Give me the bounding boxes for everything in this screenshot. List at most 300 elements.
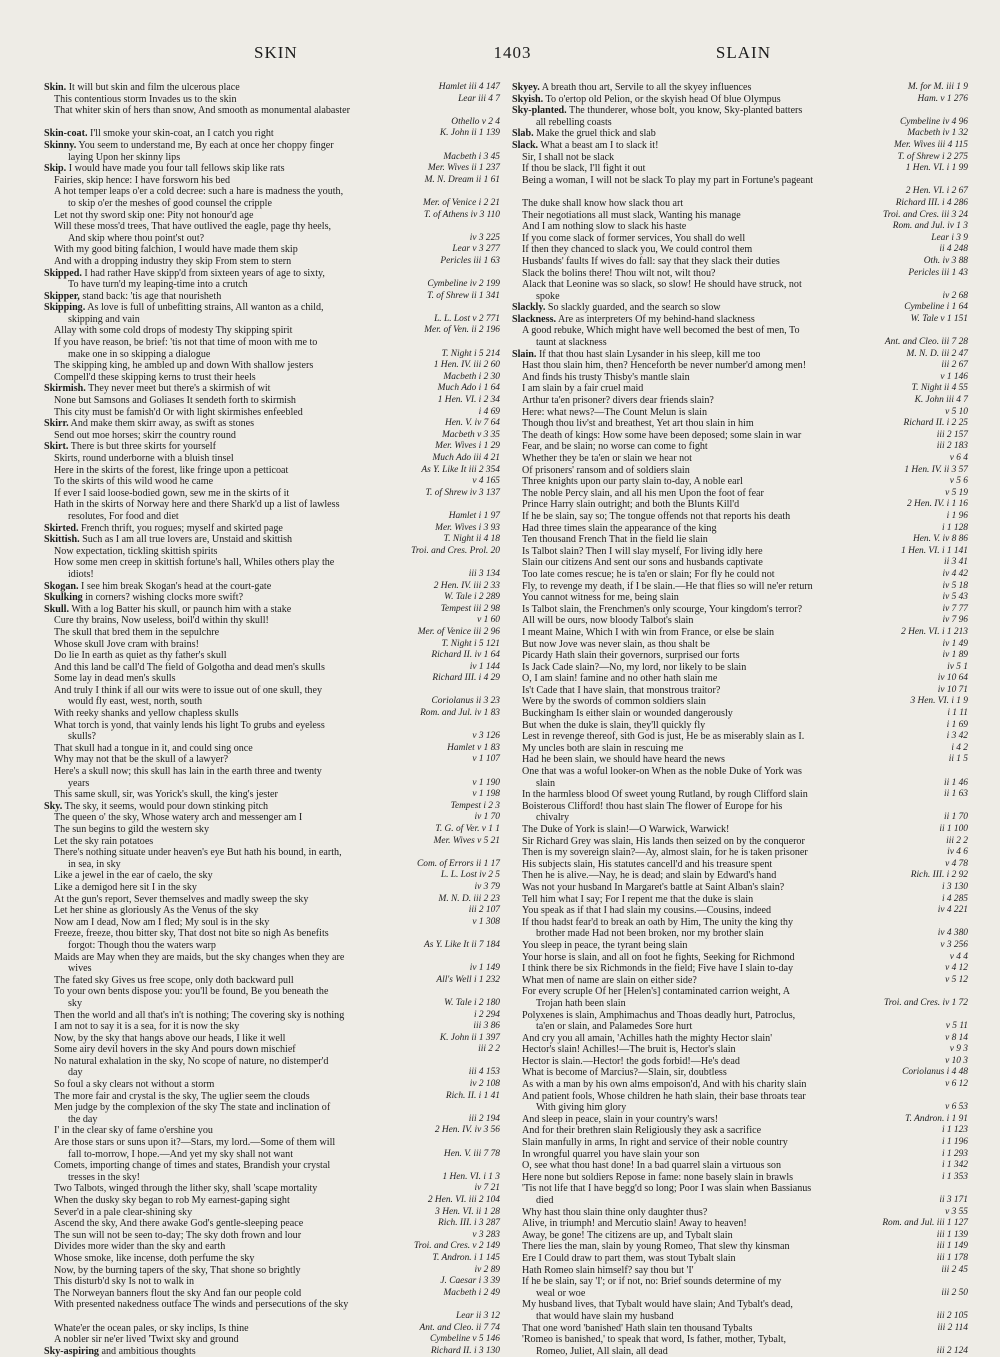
entry-line bbox=[44, 604, 500, 616]
play-reference: Rich. III. i 2 92 bbox=[907, 870, 968, 882]
play-reference: i 4 285 bbox=[938, 894, 968, 906]
quotation-text bbox=[44, 186, 500, 198]
play-reference: v 1 190 bbox=[468, 778, 500, 790]
entry-line bbox=[512, 314, 968, 326]
play-reference: All's Well i 1 232 bbox=[432, 975, 500, 987]
play-reference: Hamlet v 1 83 bbox=[443, 743, 500, 755]
quotation: Now, by the burning tapers of the sky, That shone so brightly bbox=[54, 1264, 301, 1276]
quotation: And make them skirr away, as swift as stones bbox=[68, 418, 255, 430]
quotation: The sun begins to gild the western sky bbox=[54, 824, 210, 835]
quotation-text bbox=[512, 1079, 968, 1091]
entry-line bbox=[512, 673, 968, 685]
quotation: Will these moss'd trees, That have outlived the eagle, page thy heels, bbox=[54, 221, 332, 233]
entry-line bbox=[44, 917, 500, 929]
play-reference: ii 1 46 bbox=[940, 778, 968, 790]
entry-line bbox=[512, 233, 968, 245]
quotation: A nobler sir ne'er lived 'Twixt sky and ground bbox=[54, 1334, 239, 1346]
quotation: Make the gruel thick and slab bbox=[533, 128, 656, 140]
quotation-text bbox=[44, 998, 500, 1010]
quotation: Trojan hath been slain bbox=[536, 997, 626, 1009]
quotation: My uncles both are slain in rescuing me bbox=[522, 742, 684, 754]
entry-line bbox=[44, 1010, 500, 1022]
play-reference: iv 5 1 bbox=[943, 662, 968, 674]
entry-line bbox=[44, 569, 500, 581]
quotation-text bbox=[44, 917, 500, 929]
entry-line bbox=[44, 940, 500, 952]
quotation: Comets, importing change of times and states, Brandish your crystal bbox=[54, 1160, 331, 1172]
play-reference: iv 2 108 bbox=[466, 1079, 500, 1091]
quotation: You speak as if that I had slain my cousins.—Cousins, indeed bbox=[522, 905, 772, 917]
quotation: The sky, it seems, would pour down stinking pitch bbox=[62, 800, 269, 812]
quotation: To the skirts of this wild wood he came bbox=[54, 476, 214, 488]
quotation-text bbox=[44, 128, 500, 140]
play-reference: Rom. and Jul. iv 1 83 bbox=[416, 708, 500, 720]
entry-line bbox=[44, 720, 500, 732]
entry-line bbox=[512, 476, 968, 488]
quotation-text bbox=[512, 1311, 968, 1323]
entry-line bbox=[512, 198, 968, 210]
play-reference: Much Ado iii 4 21 bbox=[428, 453, 500, 465]
quotation-text bbox=[512, 1114, 968, 1126]
quotation: None but Samsons and Goliases It sendeth forth to skirmish bbox=[54, 395, 296, 407]
quotation-text bbox=[44, 1056, 500, 1068]
play-reference: 1 Hen. VI. i 1 3 bbox=[438, 1172, 500, 1184]
play-reference: iv 3 225 bbox=[466, 233, 500, 245]
quotation-text bbox=[512, 1091, 968, 1103]
play-reference: Cymbeline iv 2 199 bbox=[423, 279, 500, 291]
entry-line bbox=[512, 94, 968, 106]
quotation: I am not to say it is a sea, for it is now the sky bbox=[54, 1021, 240, 1033]
entry-line bbox=[44, 731, 500, 743]
entry-line bbox=[512, 534, 968, 546]
quotation-text bbox=[44, 383, 500, 395]
entry-line bbox=[44, 325, 500, 337]
quotation: I'll smoke your skin-coat, an I catch you right bbox=[87, 128, 274, 140]
entry-line bbox=[44, 372, 500, 384]
quotation: Here: what news?—The Count Melun is slain bbox=[522, 406, 708, 418]
play-reference: Hen. V. iv 7 64 bbox=[441, 418, 500, 430]
entry-line bbox=[512, 499, 968, 511]
play-reference: T. Night i 5 214 bbox=[438, 349, 500, 361]
entry-line bbox=[512, 221, 968, 233]
entry-line bbox=[512, 302, 968, 314]
entry-line bbox=[512, 1010, 968, 1022]
play-reference: As Y. Like It ii 7 184 bbox=[420, 940, 500, 952]
entry-line bbox=[512, 1160, 968, 1172]
play-reference: J. Caesar i 3 39 bbox=[436, 1276, 500, 1288]
quotation: O, I am slain! famine and no other hath slain me bbox=[522, 673, 718, 685]
entry-line bbox=[44, 488, 500, 500]
entry-line bbox=[44, 1253, 500, 1265]
entry-line bbox=[512, 523, 968, 535]
quotation-text bbox=[44, 407, 500, 419]
quotation-text bbox=[512, 1102, 968, 1114]
entry-line bbox=[512, 1114, 968, 1126]
entry-line bbox=[512, 360, 968, 372]
entry-line bbox=[512, 766, 968, 778]
headword: Sky. bbox=[44, 800, 63, 812]
quotation: in corners? wishing clocks more swift? bbox=[82, 592, 244, 604]
play-reference: i 1 69 bbox=[943, 720, 968, 732]
quotation: Now, by the sky that hangs above our heads, I like it well bbox=[54, 1032, 286, 1044]
play-reference: v 5 11 bbox=[942, 1021, 968, 1033]
quotation-text bbox=[44, 882, 500, 894]
play-reference: ii 4 248 bbox=[935, 244, 968, 256]
entry-line bbox=[512, 337, 968, 349]
quotation-text bbox=[44, 337, 500, 349]
quotation-text bbox=[44, 1265, 500, 1277]
entry-line bbox=[44, 986, 500, 998]
quotation: This disturb'd sky Is not to walk in bbox=[54, 1276, 195, 1288]
quotation: skulls? bbox=[68, 731, 97, 743]
play-reference: T. Night ii 4 18 bbox=[440, 534, 500, 546]
play-reference: 3 Hen. VI. i 1 9 bbox=[906, 696, 968, 708]
play-reference: iv 10 64 bbox=[934, 673, 968, 685]
entry-line bbox=[44, 337, 500, 349]
quotation: The Norweyan banners flout the sky And fan our people cold bbox=[54, 1287, 302, 1299]
play-reference: Ham. v 1 276 bbox=[913, 94, 968, 106]
quotation-text bbox=[512, 928, 968, 940]
quotation: Buckingham Is either slain or wounded dangerously bbox=[522, 708, 733, 720]
entry-line bbox=[512, 778, 968, 790]
quotation: Prince Harry slain outright; and both the Blunts Kill'd bbox=[522, 499, 740, 511]
play-reference: v 4 12 bbox=[941, 963, 968, 975]
entry-line bbox=[44, 581, 500, 593]
quotation: Whether they be ta'en or slain we hear not bbox=[522, 453, 692, 464]
play-reference: Hamlet i 1 97 bbox=[445, 511, 500, 523]
quotation-text bbox=[44, 349, 500, 361]
play-reference: W. Tale v 1 151 bbox=[907, 314, 968, 326]
play-reference: v 1 146 bbox=[936, 372, 968, 384]
quotation-text bbox=[512, 650, 968, 662]
play-reference: Mer. Wives v 5 21 bbox=[430, 836, 500, 848]
play-reference: Tempest i 2 3 bbox=[447, 801, 500, 813]
quotation: Sir Richard Grey was slain, His lands then seized on by the conqueror bbox=[522, 835, 805, 847]
quotation-text bbox=[44, 1044, 500, 1056]
quotation: O, see what thou hast done! In a bad quarrel slain a virtuous son bbox=[522, 1160, 782, 1172]
play-reference: M. N. D. iii 2 23 bbox=[435, 894, 500, 906]
quotation-text bbox=[512, 511, 968, 523]
quotation-text bbox=[512, 720, 968, 732]
entry-line bbox=[44, 615, 500, 627]
quotation: Sir, I shall not be slack bbox=[522, 151, 615, 163]
quotation: Is Talbot slain? Then I will slay myself, For living idly here bbox=[522, 545, 763, 557]
play-reference: iii 2 2 bbox=[942, 836, 968, 848]
quotation: But when the duke is slain, they'll quickly fly bbox=[522, 719, 706, 731]
quotation-text bbox=[44, 430, 500, 442]
quotation: I am slain by a fair cruel maid bbox=[522, 383, 644, 395]
play-reference: iii 3 86 bbox=[469, 1021, 500, 1033]
quotation: Fear, and be slain; no worse can come to fight bbox=[522, 441, 708, 453]
quotation: With a log Batter his skull, or paunch him with a stake bbox=[68, 603, 292, 615]
headword: Skip. bbox=[44, 163, 67, 175]
headword: Skull. bbox=[44, 603, 69, 615]
quotation: Hast thou slain him, then? Henceforth be never number'd among men! bbox=[522, 360, 807, 372]
entry-line bbox=[44, 928, 500, 940]
quotation-text bbox=[512, 673, 968, 685]
entry-line bbox=[512, 708, 968, 720]
play-reference: Troi. and Cres. iii 3 24 bbox=[879, 210, 968, 222]
quotation-text bbox=[512, 963, 968, 975]
quotation-text bbox=[512, 685, 968, 697]
play-reference: iv 1 70 bbox=[470, 812, 500, 824]
play-reference: 1 Hen. VI. i 1 141 bbox=[897, 546, 968, 558]
quotation: But now Jove was never slain, as thou shalt be bbox=[522, 638, 710, 650]
quotation: Men judge by the complexion of the sky The state and inclination of bbox=[54, 1102, 331, 1114]
play-reference: iii 2 67 bbox=[937, 360, 968, 372]
quotation: would fly east, west, north, south bbox=[68, 696, 203, 708]
quotation: Ten thousand French That in the field lie slain bbox=[522, 534, 708, 546]
quotation: Fairies, skip hence: I have forsworn his bed bbox=[54, 174, 231, 186]
entry-line bbox=[44, 859, 500, 871]
play-reference: v 1 308 bbox=[468, 917, 500, 929]
quotation-text bbox=[512, 383, 968, 395]
play-reference: iv 10 71 bbox=[934, 685, 968, 697]
entry-line bbox=[44, 1044, 500, 1056]
entry-line bbox=[44, 592, 500, 604]
quotation-text bbox=[44, 592, 500, 604]
play-reference: W. Tale i 2 180 bbox=[440, 998, 500, 1010]
quotation: Skirts, round underborne with a bluish tinsel bbox=[54, 453, 234, 464]
quotation-text bbox=[44, 499, 500, 511]
entry-line bbox=[512, 569, 968, 581]
play-reference: v 9 3 bbox=[946, 1044, 968, 1056]
quotation: All will be ours, now bloody Talbot's slain bbox=[522, 615, 694, 627]
entry-line bbox=[512, 662, 968, 674]
entry-line bbox=[512, 105, 968, 117]
quotation: If then they chanced to slack you, We could control them bbox=[522, 244, 753, 256]
entry-line bbox=[44, 279, 500, 291]
quotation-text bbox=[44, 1102, 500, 1114]
play-reference: iii 2 45 bbox=[937, 1265, 968, 1277]
play-reference: i 1 293 bbox=[938, 1149, 968, 1161]
play-reference: Lear ii 3 12 bbox=[452, 1311, 500, 1323]
play-reference: Rom. and Jul. iv 1 3 bbox=[889, 221, 968, 233]
play-reference: Mer. Wives ii 1 237 bbox=[424, 163, 500, 175]
play-reference: v 5 19 bbox=[941, 488, 968, 500]
play-reference: 2 Hen. VI. i 1 213 bbox=[897, 627, 968, 639]
entry-line bbox=[512, 418, 968, 430]
quotation: Compell'd these skipping kerns to trust their heels bbox=[54, 371, 256, 383]
entry-line bbox=[44, 1079, 500, 1091]
quotation: Why hast thou slain thine only daughter thus? bbox=[522, 1206, 708, 1218]
play-reference: Pericles iii 1 43 bbox=[904, 268, 968, 280]
quotation: Then he is alive.—Nay, he is dead; and slain by Edward's hand bbox=[522, 870, 777, 882]
quotation: Romeo, Juliet, All slain, all dead bbox=[536, 1345, 668, 1357]
entry-line bbox=[44, 82, 500, 94]
quotation: So slackly guarded, and the search so slow bbox=[545, 302, 721, 314]
entry-line bbox=[512, 488, 968, 500]
quotation-text bbox=[44, 905, 500, 917]
headword: Skipping. bbox=[44, 302, 86, 314]
entry-line bbox=[44, 1160, 500, 1172]
play-reference: iii 2 194 bbox=[465, 1114, 500, 1126]
quotation-text bbox=[512, 244, 968, 256]
quotation: Alack that Leonine was so slack, so slow! He should have struck, not bbox=[522, 279, 802, 291]
play-reference: iii 2 124 bbox=[933, 1346, 968, 1357]
play-reference: iv 2 68 bbox=[938, 291, 968, 303]
quotation-text bbox=[512, 534, 968, 546]
quotation-text bbox=[44, 870, 500, 882]
entry-line bbox=[44, 905, 500, 917]
quotation: Of prisoners' ransom and of soldiers slain bbox=[522, 464, 690, 476]
play-reference: iv 4 221 bbox=[934, 905, 968, 917]
entry-line bbox=[44, 1125, 500, 1137]
quotation-text bbox=[512, 986, 968, 998]
entry-line bbox=[44, 534, 500, 546]
play-reference: Macbeth i 2 30 bbox=[440, 372, 501, 384]
quotation: His subjects slain, His statutes cancell'd and his treasure spent bbox=[522, 858, 773, 870]
headword: Sky-aspiring bbox=[44, 1345, 99, 1357]
quotation: idiots! bbox=[68, 568, 94, 580]
entry-line bbox=[44, 117, 500, 129]
entry-line bbox=[512, 279, 968, 291]
quotation: skipping and vain bbox=[68, 313, 140, 325]
quotation-text bbox=[44, 1033, 500, 1045]
entry-line bbox=[512, 928, 968, 940]
play-reference: iv 4 42 bbox=[938, 569, 968, 581]
play-reference: iii 1 178 bbox=[933, 1253, 968, 1265]
play-reference: L. L. Lost v 2 771 bbox=[430, 314, 500, 326]
entry-line bbox=[44, 650, 500, 662]
entry-line bbox=[512, 650, 968, 662]
entry-line bbox=[512, 1125, 968, 1137]
quotation-text bbox=[512, 778, 968, 790]
quotation-text bbox=[44, 221, 500, 233]
quotation-text bbox=[512, 731, 968, 743]
headword: Skin. bbox=[44, 82, 67, 93]
quotation: And I am nothing slow to slack his haste bbox=[522, 221, 687, 233]
entry-line bbox=[512, 140, 968, 152]
quotation-text bbox=[44, 720, 500, 732]
quotation: years bbox=[68, 777, 90, 789]
quotation-text bbox=[44, 395, 500, 407]
quotation: With reeky shanks and yellow chapless skulls bbox=[54, 708, 239, 720]
quotation-text bbox=[512, 569, 968, 581]
play-reference: Richard II. i 3 130 bbox=[427, 1346, 500, 1357]
quotation: day bbox=[68, 1067, 83, 1079]
entry-line bbox=[44, 847, 500, 859]
entry-line bbox=[44, 627, 500, 639]
play-reference: i 4 2 bbox=[947, 743, 968, 755]
quotation: With my good biting falchion, I would have made them skip bbox=[54, 244, 298, 256]
quotation-text bbox=[44, 105, 500, 117]
entry-line bbox=[44, 766, 500, 778]
entry-line bbox=[512, 175, 968, 187]
quotation: They never meet but there's a skirmish of wit bbox=[85, 383, 271, 395]
quotation-text bbox=[44, 731, 500, 743]
entry-line bbox=[512, 801, 968, 813]
quotation-text bbox=[512, 662, 968, 674]
headword: Skyey. bbox=[512, 82, 540, 93]
quotation: How some men creep in skittish fortune's hall, Whiles others play the bbox=[54, 557, 335, 569]
quotation-text bbox=[512, 615, 968, 627]
play-reference: v 5 10 bbox=[941, 407, 968, 419]
quotation: So foul a sky clears not without a storm bbox=[54, 1079, 215, 1091]
quotation: Too late comes rescue; he is ta'en or slain; For fly he could not bbox=[522, 568, 775, 580]
play-reference: Tempest iii 2 98 bbox=[437, 604, 500, 616]
quotation: What is become of Marcius?—Slain, sir, doubtless bbox=[522, 1067, 727, 1079]
quotation: That skull had a tongue in it, and could sing once bbox=[54, 742, 253, 754]
quotation: Away, be gone! The citizens are up, and Tybalt slain bbox=[522, 1229, 733, 1241]
quotation: fall to-morrow, I hope.—And yet my sky shall not want bbox=[68, 1148, 294, 1160]
play-reference: i 1 96 bbox=[943, 511, 968, 523]
quotation-text bbox=[512, 1137, 968, 1149]
entry-line bbox=[512, 186, 968, 198]
quotation: The skull that bred them in the sepulchre bbox=[54, 626, 220, 638]
header-right-headword: SLAIN bbox=[715, 43, 771, 62]
quotation-text bbox=[44, 233, 500, 245]
play-reference: Macbeth i 2 49 bbox=[440, 1288, 501, 1300]
entry-line bbox=[44, 523, 500, 535]
entry-line bbox=[44, 557, 500, 569]
quotation-text bbox=[512, 1241, 968, 1253]
entry-line bbox=[44, 685, 500, 697]
quotation: taunt at slackness bbox=[536, 337, 607, 349]
entry-line bbox=[512, 882, 968, 894]
entry-line bbox=[512, 82, 968, 94]
entry-line bbox=[44, 1311, 500, 1323]
entry-line bbox=[44, 963, 500, 975]
headword: Skinny. bbox=[44, 139, 77, 151]
quotation-text bbox=[512, 499, 968, 511]
quotation-text bbox=[44, 615, 500, 627]
entry-line bbox=[512, 627, 968, 639]
quotation: What a beast am I to slack it! bbox=[538, 139, 659, 151]
quotation-text bbox=[512, 1021, 968, 1033]
quotation: Fly, to revenge my death, if I be slain.—He that flies so will ne'er return bbox=[522, 580, 813, 592]
quotation: What men of name are slain on either side? bbox=[522, 974, 697, 986]
headword: Skipper, bbox=[44, 290, 80, 302]
play-reference: Coriolanus ii 3 23 bbox=[428, 696, 501, 708]
quotation: Sever'd in a pale clear-shining sky bbox=[54, 1206, 193, 1218]
quotation-text bbox=[44, 569, 500, 581]
entry-line bbox=[512, 615, 968, 627]
quotation-text bbox=[512, 1033, 968, 1045]
entry-line bbox=[512, 1102, 968, 1114]
play-reference: iii 2 105 bbox=[933, 1311, 968, 1323]
play-reference: Richard II. i 2 25 bbox=[900, 418, 969, 430]
quotation-text bbox=[44, 534, 500, 546]
quotation-text bbox=[512, 1276, 968, 1288]
play-reference: Com. of Errors ii 1 17 bbox=[413, 859, 500, 871]
quotation-text bbox=[44, 1183, 500, 1195]
entry-line bbox=[512, 256, 968, 268]
entry-line bbox=[44, 1033, 500, 1045]
quotation: Two Talbots, winged through the lither sky, shall 'scape mortality bbox=[54, 1183, 318, 1195]
quotation-text bbox=[512, 488, 968, 500]
quotation: 'Tis not life that I have begg'd so long; Poor I was slain when Bassianus bbox=[522, 1183, 812, 1195]
quotation-text bbox=[512, 557, 968, 569]
quotation: To o'ertop old Pelion, or the skyish head Of blue Olympus bbox=[543, 93, 781, 105]
quotation-text bbox=[512, 1056, 968, 1068]
play-reference: iv 2 89 bbox=[470, 1265, 500, 1277]
quotation-text bbox=[44, 963, 500, 975]
entry-line bbox=[512, 1218, 968, 1230]
quotation: Like a demigod here sit I in the sky bbox=[54, 881, 197, 893]
play-reference: iv 5 18 bbox=[938, 581, 968, 593]
entry-line bbox=[512, 1067, 968, 1079]
entry-line bbox=[512, 1137, 968, 1149]
entry-line bbox=[512, 604, 968, 616]
play-reference: v 10 3 bbox=[941, 1056, 968, 1068]
entry-line bbox=[44, 754, 500, 766]
quotation-text bbox=[512, 1253, 968, 1265]
entry-line bbox=[44, 801, 500, 813]
entry-line bbox=[44, 1241, 500, 1253]
quotation: The duke shall know how slack thou art bbox=[522, 197, 684, 209]
quotation-text bbox=[512, 801, 968, 813]
